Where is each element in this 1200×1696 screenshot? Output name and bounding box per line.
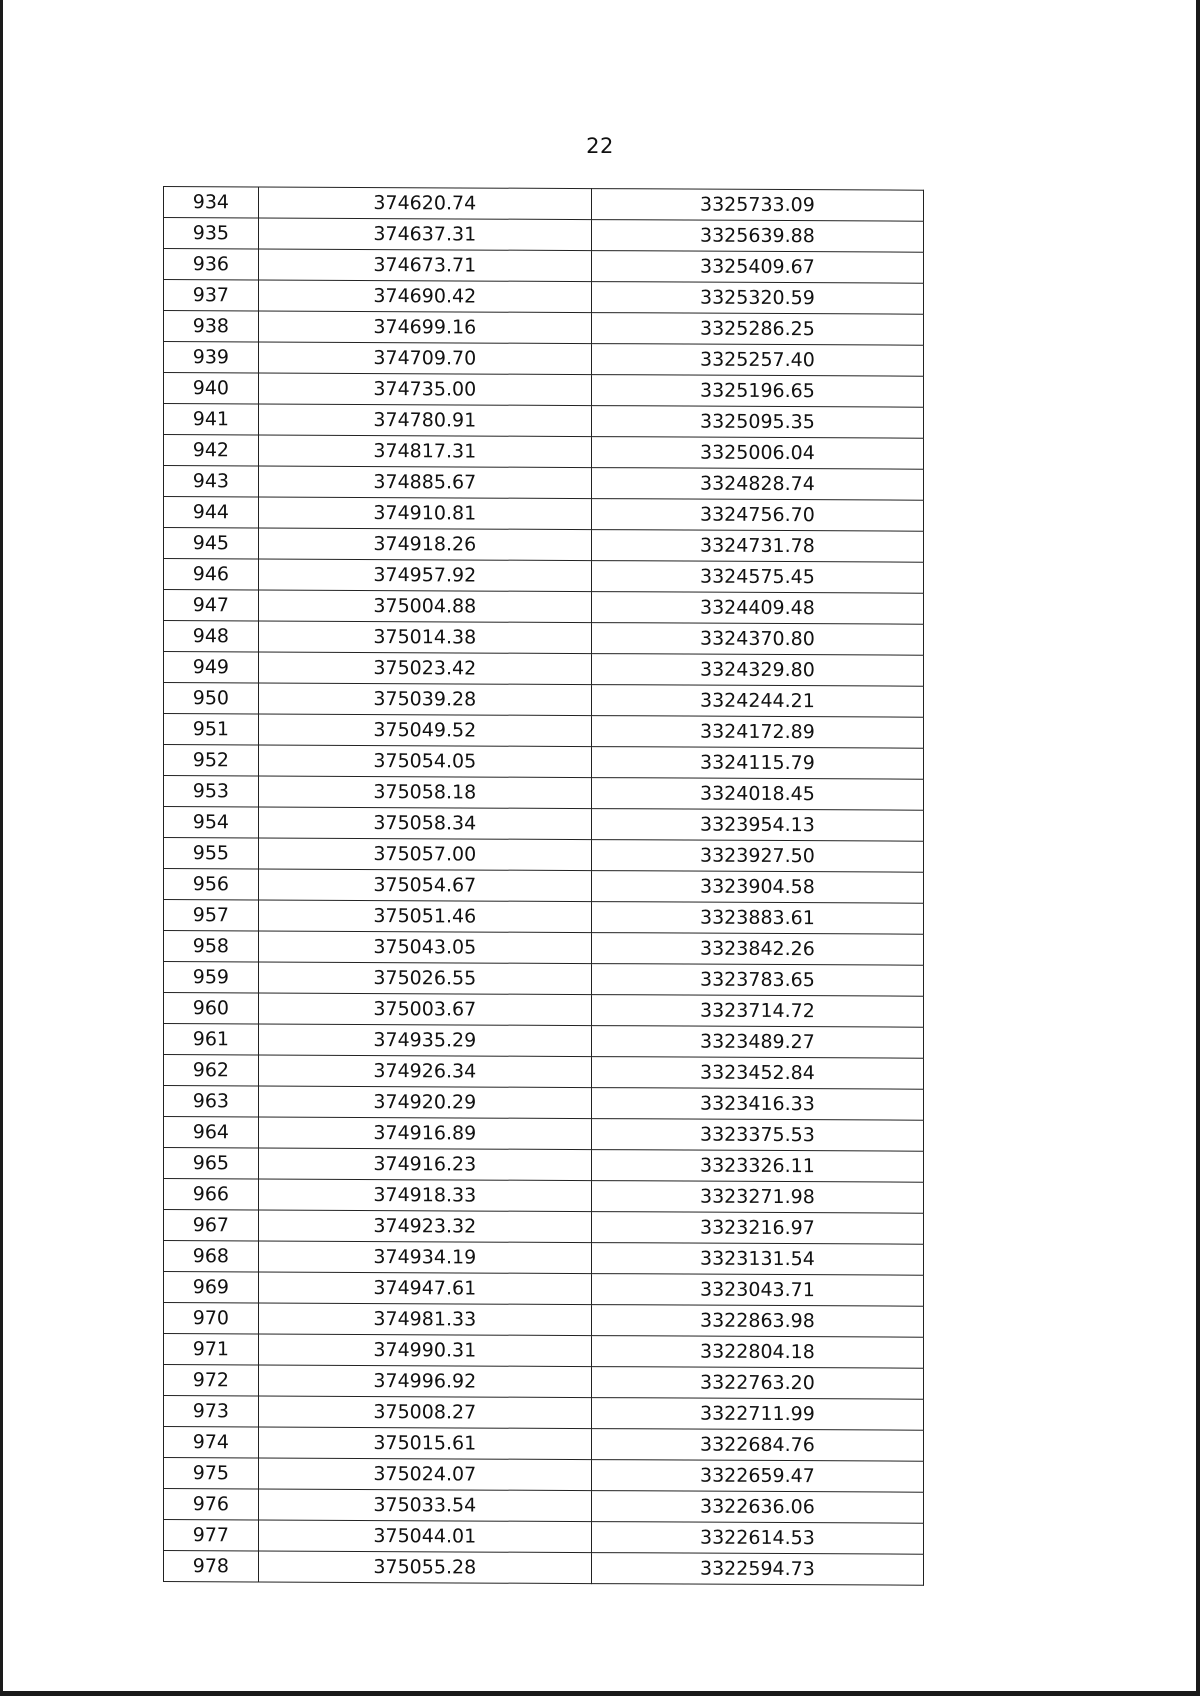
table-row — [164, 342, 924, 377]
table-row — [164, 1055, 924, 1090]
y-coordinate-cell: 3323927.50 — [591, 840, 923, 873]
x-coordinate-cell: 374709.70 — [258, 342, 591, 375]
table-row — [164, 1086, 924, 1121]
y-coordinate-cell: 3324575.45 — [591, 561, 923, 594]
x-coordinate-cell: 374885.67 — [258, 466, 591, 499]
point-id-cell: 956 — [164, 869, 259, 900]
x-coordinate-cell: 375043.05 — [258, 931, 591, 964]
x-coordinate-cell: 375058.18 — [258, 776, 591, 809]
point-id-cell: 936 — [164, 249, 259, 280]
point-id-cell: 961 — [164, 1024, 259, 1055]
y-coordinate-cell: 3325320.59 — [591, 282, 923, 315]
point-id-cell: 959 — [164, 962, 259, 993]
point-id-cell: 947 — [164, 590, 259, 621]
x-coordinate-cell: 374637.31 — [258, 218, 591, 251]
y-coordinate-cell: 3324172.89 — [591, 716, 923, 749]
table-row — [164, 1024, 924, 1059]
point-id-cell: 945 — [164, 528, 259, 559]
point-id-cell: 970 — [164, 1303, 259, 1334]
table-row — [164, 652, 924, 687]
table-row — [164, 1396, 924, 1431]
y-coordinate-cell: 3324731.78 — [591, 530, 923, 563]
y-coordinate-cell: 3323783.65 — [591, 964, 923, 997]
y-coordinate-cell: 3323489.27 — [591, 1026, 923, 1059]
point-id-cell: 974 — [164, 1427, 259, 1458]
table-row — [164, 621, 924, 656]
point-id-cell: 967 — [164, 1210, 259, 1241]
x-coordinate-cell: 374981.33 — [258, 1303, 591, 1336]
table-row — [164, 187, 924, 222]
coordinate-table-body — [164, 187, 924, 1586]
page-number: 22 — [586, 134, 614, 158]
table-row — [164, 1334, 924, 1369]
y-coordinate-cell: 3322614.53 — [591, 1522, 923, 1555]
y-coordinate-cell: 3324828.74 — [591, 468, 923, 501]
table-row — [164, 838, 924, 873]
point-id-cell: 943 — [164, 466, 259, 497]
y-coordinate-cell: 3322659.47 — [591, 1460, 923, 1493]
y-coordinate-cell: 3322684.76 — [591, 1429, 923, 1462]
table-row — [164, 435, 924, 470]
table-row — [164, 745, 924, 780]
y-coordinate-cell: 3324370.80 — [591, 623, 923, 656]
table-row — [164, 931, 924, 966]
x-coordinate-cell: 375055.28 — [258, 1551, 591, 1584]
x-coordinate-cell: 374699.16 — [258, 311, 591, 344]
x-coordinate-cell: 375014.38 — [258, 621, 591, 654]
y-coordinate-cell: 3323216.97 — [591, 1212, 923, 1245]
table-row — [164, 714, 924, 749]
x-coordinate-cell: 374690.42 — [258, 280, 591, 313]
y-coordinate-cell: 3325095.35 — [591, 406, 923, 439]
table-row — [164, 218, 924, 253]
coordinate-table — [163, 186, 924, 1586]
y-coordinate-cell: 3323452.84 — [591, 1057, 923, 1090]
y-coordinate-cell: 3323883.61 — [591, 902, 923, 935]
table-row — [164, 776, 924, 811]
x-coordinate-cell: 374920.29 — [258, 1086, 591, 1119]
x-coordinate-cell: 374620.74 — [258, 187, 591, 220]
point-id-cell: 968 — [164, 1241, 259, 1272]
point-id-cell: 960 — [164, 993, 259, 1024]
table-row — [164, 869, 924, 904]
table-row — [164, 528, 924, 563]
x-coordinate-cell: 375033.54 — [258, 1489, 591, 1522]
x-coordinate-cell: 375023.42 — [258, 652, 591, 685]
x-coordinate-cell: 374926.34 — [258, 1055, 591, 1088]
y-coordinate-cell: 3324018.45 — [591, 778, 923, 811]
table-row — [164, 1303, 924, 1338]
table-row — [164, 962, 924, 997]
y-coordinate-cell: 3324756.70 — [591, 499, 923, 532]
point-id-cell: 946 — [164, 559, 259, 590]
point-id-cell: 973 — [164, 1396, 259, 1427]
x-coordinate-cell: 374947.61 — [258, 1272, 591, 1305]
x-coordinate-cell: 375039.28 — [258, 683, 591, 716]
y-coordinate-cell: 3323904.58 — [591, 871, 923, 904]
x-coordinate-cell: 374817.31 — [258, 435, 591, 468]
x-coordinate-cell: 375058.34 — [258, 807, 591, 840]
y-coordinate-cell: 3324115.79 — [591, 747, 923, 780]
x-coordinate-cell: 375026.55 — [258, 962, 591, 995]
x-coordinate-cell: 375024.07 — [258, 1458, 591, 1491]
point-id-cell: 975 — [164, 1458, 259, 1489]
point-id-cell: 964 — [164, 1117, 259, 1148]
point-id-cell: 948 — [164, 621, 259, 652]
table-row — [164, 807, 924, 842]
y-coordinate-cell: 3322636.06 — [591, 1491, 923, 1524]
table-row — [164, 1520, 924, 1555]
table-row — [164, 1551, 924, 1586]
x-coordinate-cell: 375054.67 — [258, 869, 591, 902]
x-coordinate-cell: 374916.89 — [258, 1117, 591, 1150]
x-coordinate-cell: 375054.05 — [258, 745, 591, 778]
point-id-cell: 942 — [164, 435, 259, 466]
table-row — [164, 1210, 924, 1245]
point-id-cell: 953 — [164, 776, 259, 807]
x-coordinate-cell: 374918.33 — [258, 1179, 591, 1212]
point-id-cell: 937 — [164, 280, 259, 311]
y-coordinate-cell: 3323416.33 — [591, 1088, 923, 1121]
y-coordinate-cell: 3322763.20 — [591, 1367, 923, 1400]
point-id-cell: 962 — [164, 1055, 259, 1086]
y-coordinate-cell: 3325639.88 — [591, 220, 923, 253]
point-id-cell: 963 — [164, 1086, 259, 1117]
point-id-cell: 972 — [164, 1365, 259, 1396]
point-id-cell: 938 — [164, 311, 259, 342]
point-id-cell: 934 — [164, 187, 259, 218]
table-row — [164, 249, 924, 284]
point-id-cell: 978 — [164, 1551, 259, 1582]
y-coordinate-cell: 3324409.48 — [591, 592, 923, 625]
table-row — [164, 404, 924, 439]
point-id-cell: 969 — [164, 1272, 259, 1303]
table-row — [164, 497, 924, 532]
y-coordinate-cell: 3325286.25 — [591, 313, 923, 346]
y-coordinate-cell: 3323131.54 — [591, 1243, 923, 1276]
point-id-cell: 941 — [164, 404, 259, 435]
x-coordinate-cell: 374990.31 — [258, 1334, 591, 1367]
y-coordinate-cell: 3323326.11 — [591, 1150, 923, 1183]
point-id-cell: 957 — [164, 900, 259, 931]
y-coordinate-cell: 3324329.80 — [591, 654, 923, 687]
y-coordinate-cell: 3325006.04 — [591, 437, 923, 470]
x-coordinate-cell: 374934.19 — [258, 1241, 591, 1274]
point-id-cell: 935 — [164, 218, 259, 249]
x-coordinate-cell: 375015.61 — [258, 1427, 591, 1460]
point-id-cell: 958 — [164, 931, 259, 962]
x-coordinate-cell: 374935.29 — [258, 1024, 591, 1057]
table-row — [164, 1427, 924, 1462]
point-id-cell: 965 — [164, 1148, 259, 1179]
table-row — [164, 1489, 924, 1524]
table-row — [164, 1365, 924, 1400]
x-coordinate-cell: 374735.00 — [258, 373, 591, 406]
table-row — [164, 900, 924, 935]
x-coordinate-cell: 374957.92 — [258, 559, 591, 592]
y-coordinate-cell: 3322863.98 — [591, 1305, 923, 1338]
x-coordinate-cell: 375049.52 — [258, 714, 591, 747]
table-row — [164, 993, 924, 1028]
table-row — [164, 1148, 924, 1183]
x-coordinate-cell: 375008.27 — [258, 1396, 591, 1429]
table-row — [164, 590, 924, 625]
point-id-cell: 966 — [164, 1179, 259, 1210]
point-id-cell: 954 — [164, 807, 259, 838]
table-row — [164, 1179, 924, 1214]
point-id-cell: 976 — [164, 1489, 259, 1520]
point-id-cell: 971 — [164, 1334, 259, 1365]
x-coordinate-cell: 374780.91 — [258, 404, 591, 437]
table-row — [164, 466, 924, 501]
point-id-cell: 944 — [164, 497, 259, 528]
point-id-cell: 949 — [164, 652, 259, 683]
point-id-cell: 952 — [164, 745, 259, 776]
table-row — [164, 683, 924, 718]
x-coordinate-cell: 375044.01 — [258, 1520, 591, 1553]
x-coordinate-cell: 375004.88 — [258, 590, 591, 623]
y-coordinate-cell: 3323714.72 — [591, 995, 923, 1028]
y-coordinate-cell: 3324244.21 — [591, 685, 923, 718]
point-id-cell: 940 — [164, 373, 259, 404]
x-coordinate-cell: 375003.67 — [258, 993, 591, 1026]
table-row — [164, 1458, 924, 1493]
y-coordinate-cell: 3325257.40 — [591, 344, 923, 377]
table-row — [164, 373, 924, 408]
table-row — [164, 1272, 924, 1307]
point-id-cell: 951 — [164, 714, 259, 745]
y-coordinate-cell: 3323842.26 — [591, 933, 923, 966]
x-coordinate-cell: 374916.23 — [258, 1148, 591, 1181]
table-row — [164, 559, 924, 594]
x-coordinate-cell: 375051.46 — [258, 900, 591, 933]
x-coordinate-cell: 374923.32 — [258, 1210, 591, 1243]
point-id-cell: 950 — [164, 683, 259, 714]
x-coordinate-cell: 374910.81 — [258, 497, 591, 530]
x-coordinate-cell: 374918.26 — [258, 528, 591, 561]
point-id-cell: 977 — [164, 1520, 259, 1551]
y-coordinate-cell: 3322711.99 — [591, 1398, 923, 1431]
y-coordinate-cell: 3325196.65 — [591, 375, 923, 408]
point-id-cell: 955 — [164, 838, 259, 869]
y-coordinate-cell: 3323375.53 — [591, 1119, 923, 1152]
x-coordinate-cell: 374996.92 — [258, 1365, 591, 1398]
x-coordinate-cell: 374673.71 — [258, 249, 591, 282]
x-coordinate-cell: 375057.00 — [258, 838, 591, 871]
table-row — [164, 1117, 924, 1152]
y-coordinate-cell: 3323954.13 — [591, 809, 923, 842]
y-coordinate-cell: 3325733.09 — [591, 189, 923, 222]
y-coordinate-cell: 3323043.71 — [591, 1274, 923, 1307]
table-row — [164, 1241, 924, 1276]
y-coordinate-cell: 3322594.73 — [591, 1553, 923, 1586]
y-coordinate-cell: 3325409.67 — [591, 251, 923, 284]
y-coordinate-cell: 3322804.18 — [591, 1336, 923, 1369]
table-row — [164, 311, 924, 346]
point-id-cell: 939 — [164, 342, 259, 373]
y-coordinate-cell: 3323271.98 — [591, 1181, 923, 1214]
table-row — [164, 280, 924, 315]
